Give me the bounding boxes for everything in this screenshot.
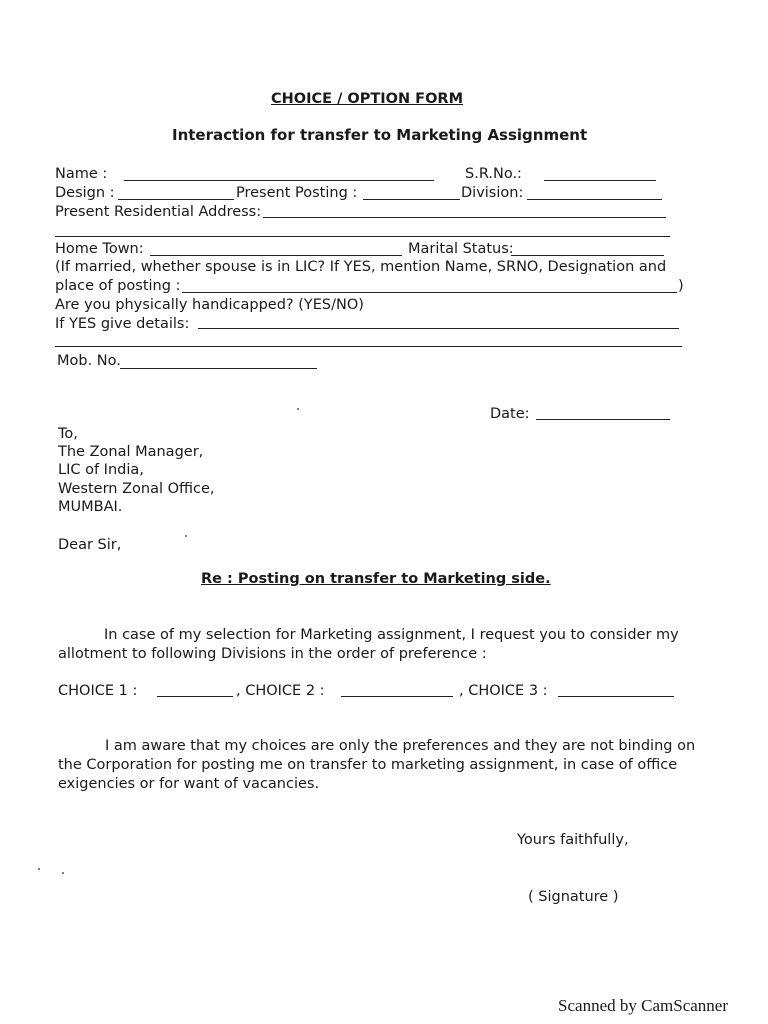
signature-label: ( Signature ) [528, 889, 619, 905]
name-blank-line [124, 180, 434, 181]
srno-label: S.R.No.: [465, 166, 522, 182]
close-paren: ) [678, 278, 684, 294]
form-subtitle: Interaction for transfer to Marketing Assignment [172, 126, 588, 144]
para2-line-3: exigencies or for want of vacancies. [58, 776, 320, 792]
handicapped-question: Are you physically handicapped? (YES/NO) [55, 297, 364, 313]
choice-1-blank-line [157, 696, 233, 697]
scan-speck [38, 868, 40, 870]
home-town-label: Home Town: [55, 241, 144, 257]
married-note-line-1: (If married, whether spouse is in LIC? If YES, mention Name, SRNO, Designation and [55, 259, 667, 275]
para2-line-1: I am aware that my choices are only the preferences and they are not binding on [105, 738, 696, 754]
design-blank-line [118, 199, 234, 200]
address-blank-line-1 [263, 217, 666, 218]
mobile-label: Mob. No. [57, 353, 121, 369]
details-blank-line-1 [198, 328, 679, 329]
give-details-label: If YES give details: [55, 316, 190, 332]
design-label: Design : [55, 185, 115, 201]
scan-speck [297, 408, 299, 410]
scan-speck [185, 535, 187, 537]
name-label: Name : [55, 166, 108, 182]
choice-2-blank-line [341, 696, 453, 697]
para1-line-1: In case of my selection for Marketing assignment, I request you to consider my [104, 627, 679, 643]
addressee-line-2: LIC of India, [58, 462, 144, 478]
present-posting-label: Present Posting : [236, 185, 358, 201]
choice-3-blank-line [558, 696, 674, 697]
addressee-line-1: The Zonal Manager, [58, 444, 204, 460]
choice-3-label: , CHOICE 3 : [459, 683, 548, 699]
addressee-line-4: MUMBAI. [58, 499, 123, 515]
to-line: To, [58, 426, 78, 442]
para1-line-2: allotment to following Divisions in the order of preference : [58, 646, 487, 662]
form-title: CHOICE / OPTION FORM [271, 91, 464, 107]
marital-status-label: Marital Status: [408, 241, 514, 257]
date-label: Date: [490, 406, 530, 422]
subject-line: Re : Posting on transfer to Marketing side. [201, 571, 551, 587]
address-label: Present Residential Address: [55, 204, 262, 220]
place-of-posting-blank-line [182, 292, 677, 293]
scan-speck [62, 872, 64, 874]
present-posting-blank-line [363, 199, 460, 200]
choice-2-label: , CHOICE 2 : [236, 683, 325, 699]
salutation: Dear Sir, [58, 537, 122, 553]
srno-blank-line [544, 180, 656, 181]
camscanner-watermark: Scanned by CamScanner [558, 996, 728, 1015]
home-town-blank-line [150, 255, 402, 256]
marital-status-blank-line [511, 255, 664, 256]
division-label: Division: [461, 185, 524, 201]
date-blank-line [536, 419, 670, 420]
closing-line: Yours faithfully, [517, 832, 629, 848]
address-blank-line-2 [55, 236, 670, 237]
choice-1-label: CHOICE 1 : [58, 683, 138, 699]
division-blank-line [527, 199, 662, 200]
addressee-line-3: Western Zonal Office, [58, 481, 215, 497]
details-blank-line-2 [55, 346, 682, 347]
para2-line-2: the Corporation for posting me on transfer to marketing assignment, in case of office [58, 757, 678, 773]
mobile-blank-line [120, 368, 317, 369]
married-note-line-2: place of posting : [55, 278, 181, 294]
